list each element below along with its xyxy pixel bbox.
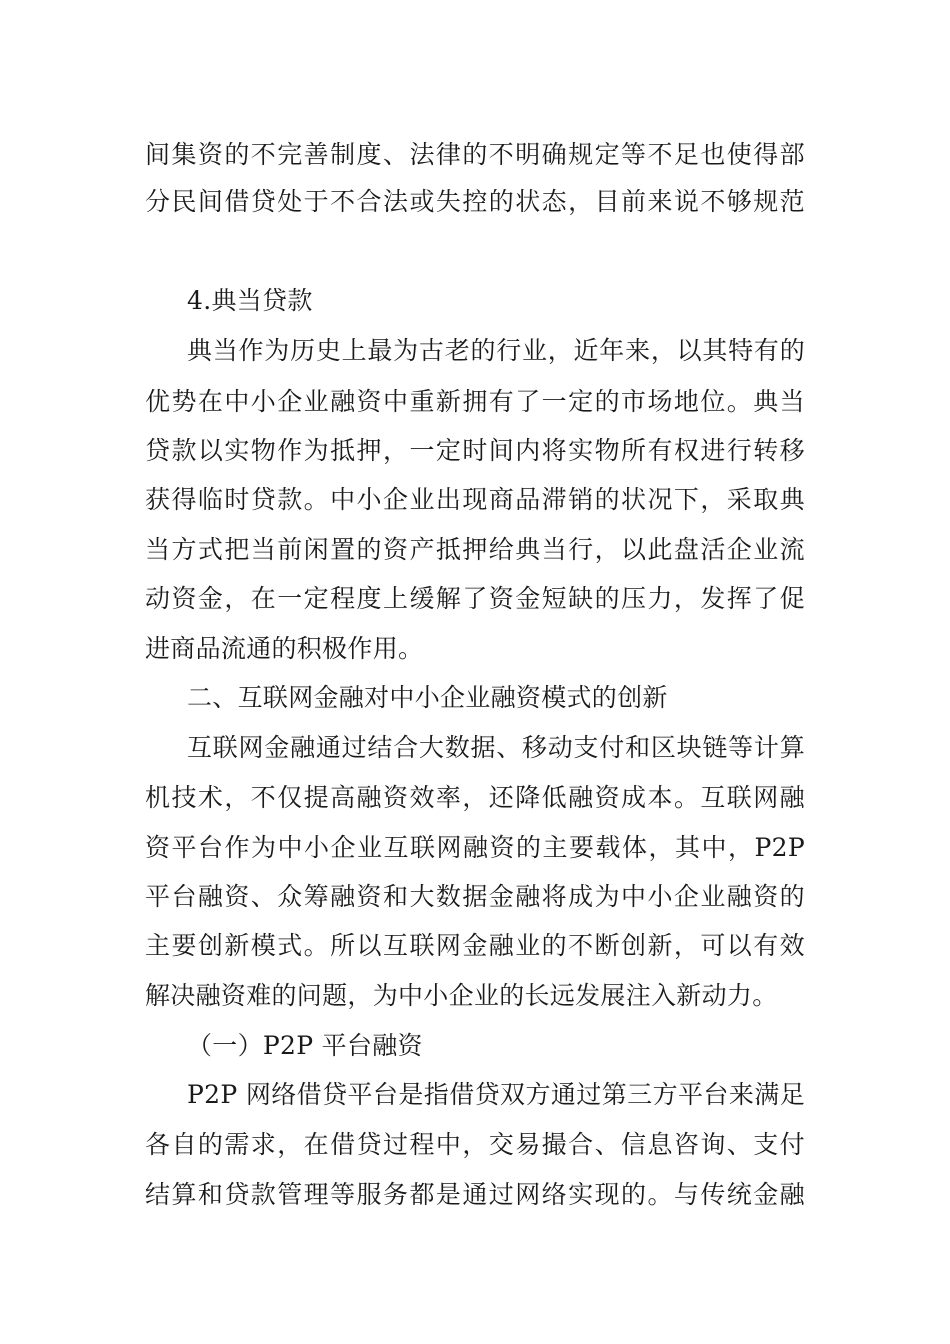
paragraph-line: 进商品流通的积极作用。 [145, 634, 424, 663]
paragraph-line: 互联网金融通过结合大数据、移动支付和区块链等计算 [187, 733, 805, 762]
paragraph-line: 优势在中小企业融资中重新拥有了一定的市场地位。典当 [145, 387, 805, 416]
paragraph-line: 贷款以实物作为抵押，一定时间内将实物所有权进行转移 [145, 436, 805, 465]
paragraph-line: 解决融资难的问题，为中小企业的长远发展注入新动力。 [145, 981, 778, 1010]
paragraph-line: 平台融资、众筹融资和大数据金融将成为中小企业融资的 [145, 882, 805, 911]
paragraph-line: 机技术，不仅提高融资效率，还降低融资成本。互联网融 [145, 783, 805, 812]
paragraph-line: 资平台作为中小企业互联网融资的主要载体，其中，P2P [145, 833, 805, 862]
paragraph-line: 典当作为历史上最为古老的行业，近年来，以其特有的 [187, 336, 805, 365]
paragraph-line: 当方式把当前闲置的资产抵押给典当行，以此盘活企业流 [145, 535, 805, 564]
paragraph-line: 间集资的不完善制度、法律的不明确规定等不足也使得部 [145, 140, 805, 169]
paragraph-line: 各自的需求，在借贷过程中，交易撮合、信息咨询、支付 [145, 1130, 805, 1159]
paragraph-line: P2P 网络借贷平台是指借贷双方通过第三方平台来满足 [187, 1080, 805, 1109]
paragraph-line: 动资金，在一定程度上缓解了资金短缺的压力，发挥了促 [145, 584, 805, 613]
paragraph-line: 获得临时贷款。中小企业出现商品滞销的状况下，采取典 [145, 485, 805, 514]
paragraph-line: 结算和贷款管理等服务都是通过网络实现的。与传统金融 [145, 1180, 805, 1209]
subsection-heading-1: （一）P2P 平台融资 [187, 1031, 423, 1060]
paragraph-line: 分民间借贷处于不合法或失控的状态，目前来说不够规范 [145, 187, 805, 216]
section-heading-2: 二、互联网金融对中小企业融资模式的创新 [187, 683, 668, 712]
section-heading-4: 4.典当贷款 [187, 286, 313, 315]
paragraph-line: 主要创新模式。所以互联网金融业的不断创新，可以有效 [145, 931, 805, 960]
